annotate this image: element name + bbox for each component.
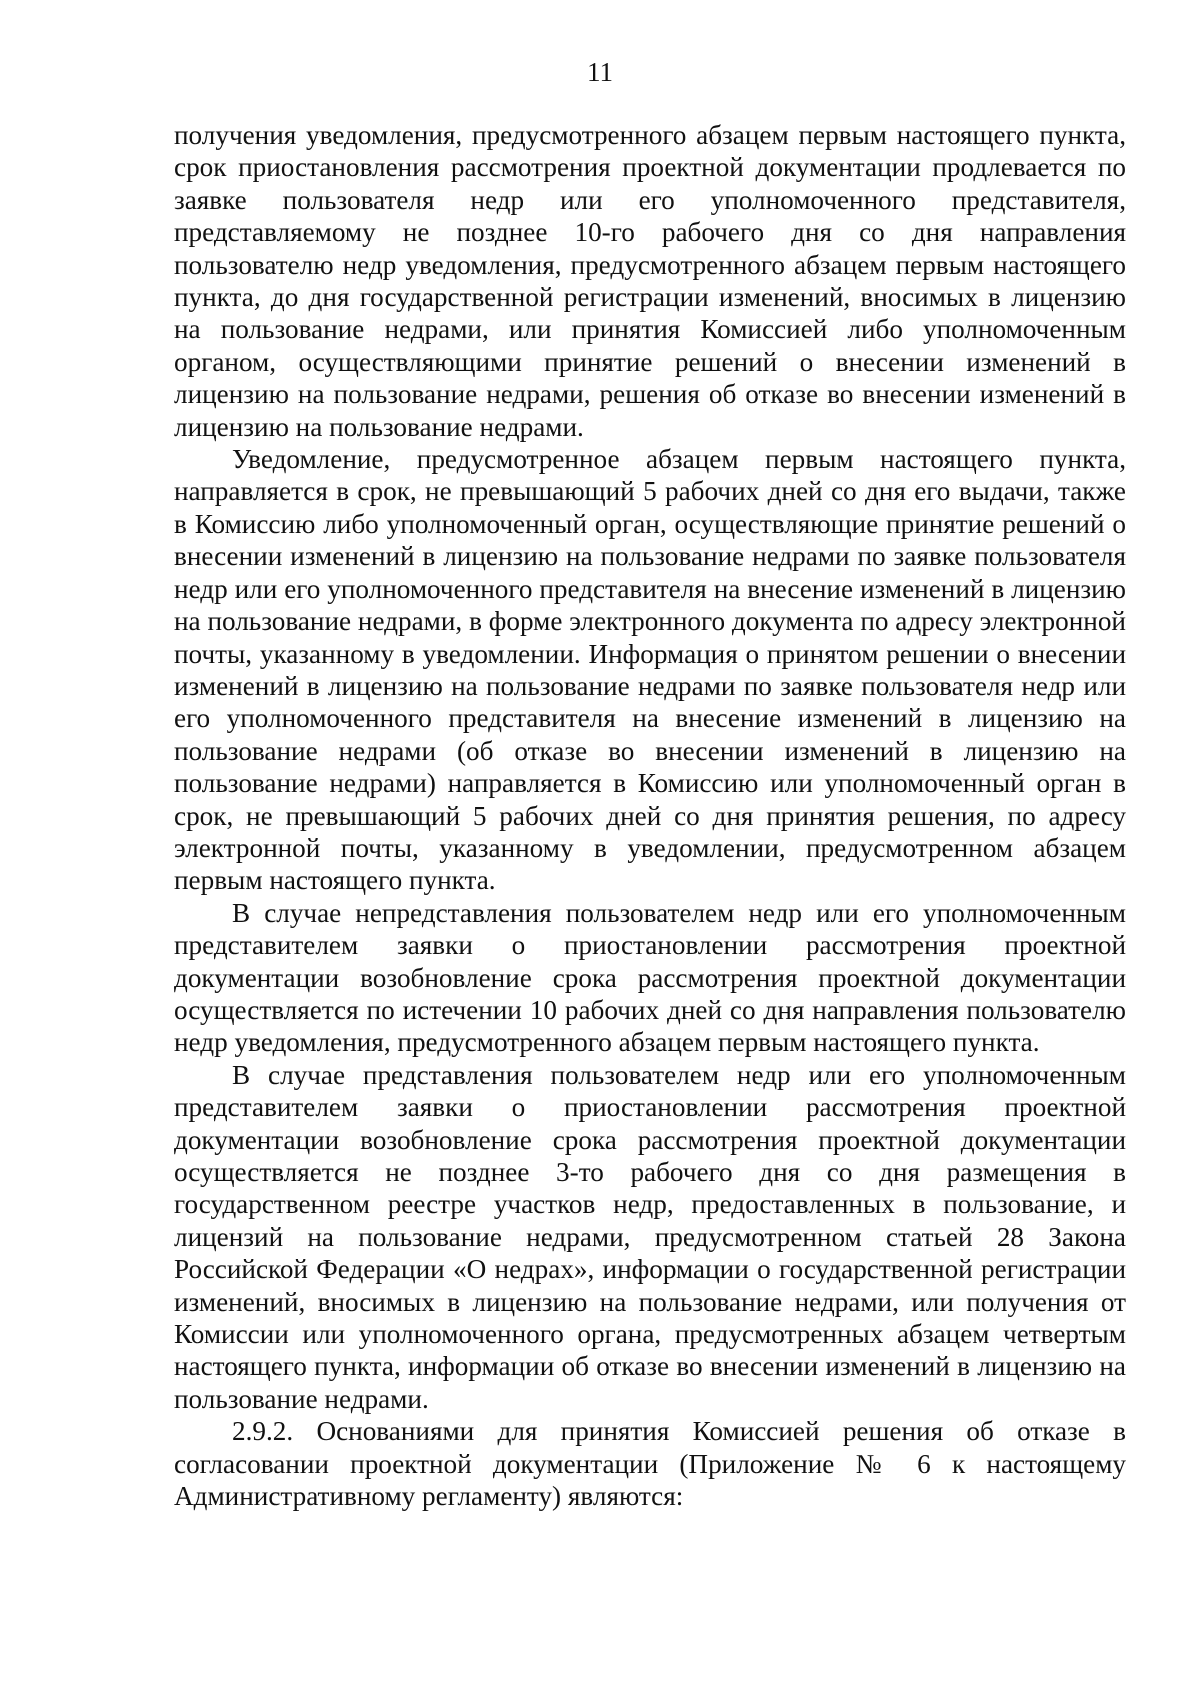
paragraph-non-submission: В случае непредставления пользователем недр или его уполномоченным представителем заявки о приостановлении рассмотрения проектной документации возобновление срока рассмотрения проектной документации осуществляется по истечении 10 рабочих дней со дня направления пользователю недр уведомления, предусмотренного абзацем первым настоящего пункта. — [174, 897, 1126, 1058]
paragraph-2-9-2: 2.9.2. Основаниями для принятия Комиссией решения об отказе в согласовании проектной документации (Приложение № 6 к настоящему Административному регламенту) являются: — [174, 1416, 1126, 1512]
paragraph-notification: Уведомление, предусмотренное абзацем первым настоящего пункта, направляется в срок, не превышающий 5 рабочих дней со дня его выдачи, также в Комиссию либо уполномоченный орган, осуществляющие принятие решений о внесении изменений в лицензию на пользование недрами по заявке пользователя недр или его уполномоченного представителя на внесение изменений в лицензию на пользование недрами, в форме электронного документа по адресу электронной почты, указанному в уведомлении. Информация о принятом решении о внесении изменений в лицензию на пользование недрами по заявке пользователя недр или его уполномоченного представителя на внесение изменений в лицензию на пользование недрами (об отказе во внесении изменений в лицензию на пользование недрами) направляется в Комиссию или уполномоченный орган в срок, не превышающий 5 рабочих дней со дня принятия решения, по адресу электронной почты, указанному в уведомлении, предусмотренном абзацем первым настоящего пункта. — [174, 444, 1126, 896]
paragraph-continuation: получения уведомления, предусмотренного абзацем первым настоящего пункта, срок приостановления рассмотрения проектной документации продлевается по заявке пользователя недр или его уполномоченного представителя, представляемому не позднее 10-го рабочего дня со дня направления пользователю недр уведомления, предусмотренного абзацем первым настоящего пункта, до дня государственной регистрации изменений, вносимых в лицензию на пользование недрами, или принятия Комиссией либо уполномоченным органом, осуществляющими принятие решений о внесении изменений в лицензию на пользование недрами, решения об отказе во внесении изменений в лицензию на пользование недрами. — [174, 120, 1126, 442]
document-body — [174, 119, 1126, 1512]
paragraph-submission: В случае представления пользователем недр или его уполномоченным представителем заявки о приостановлении рассмотрения проектной документации возобновление срока рассмотрения проектной документации осуществляется не позднее 3-то рабочего дня со дня размещения в государственном реестре участков недр, предоставленных в пользование, и лицензий на пользование недрами, предусмотренном статьей 28 Закона Российской Федерации «О недрах», информации о государственной регистрации изменений, вносимых в лицензию на пользование недрами, или получения от Комиссии или уполномоченного органа, предусмотренных абзацем четвертым настоящего пункта, информации об отказе во внесении изменений в лицензию на пользование недрами. — [174, 1059, 1126, 1414]
page-number: 11 — [587, 57, 613, 87]
